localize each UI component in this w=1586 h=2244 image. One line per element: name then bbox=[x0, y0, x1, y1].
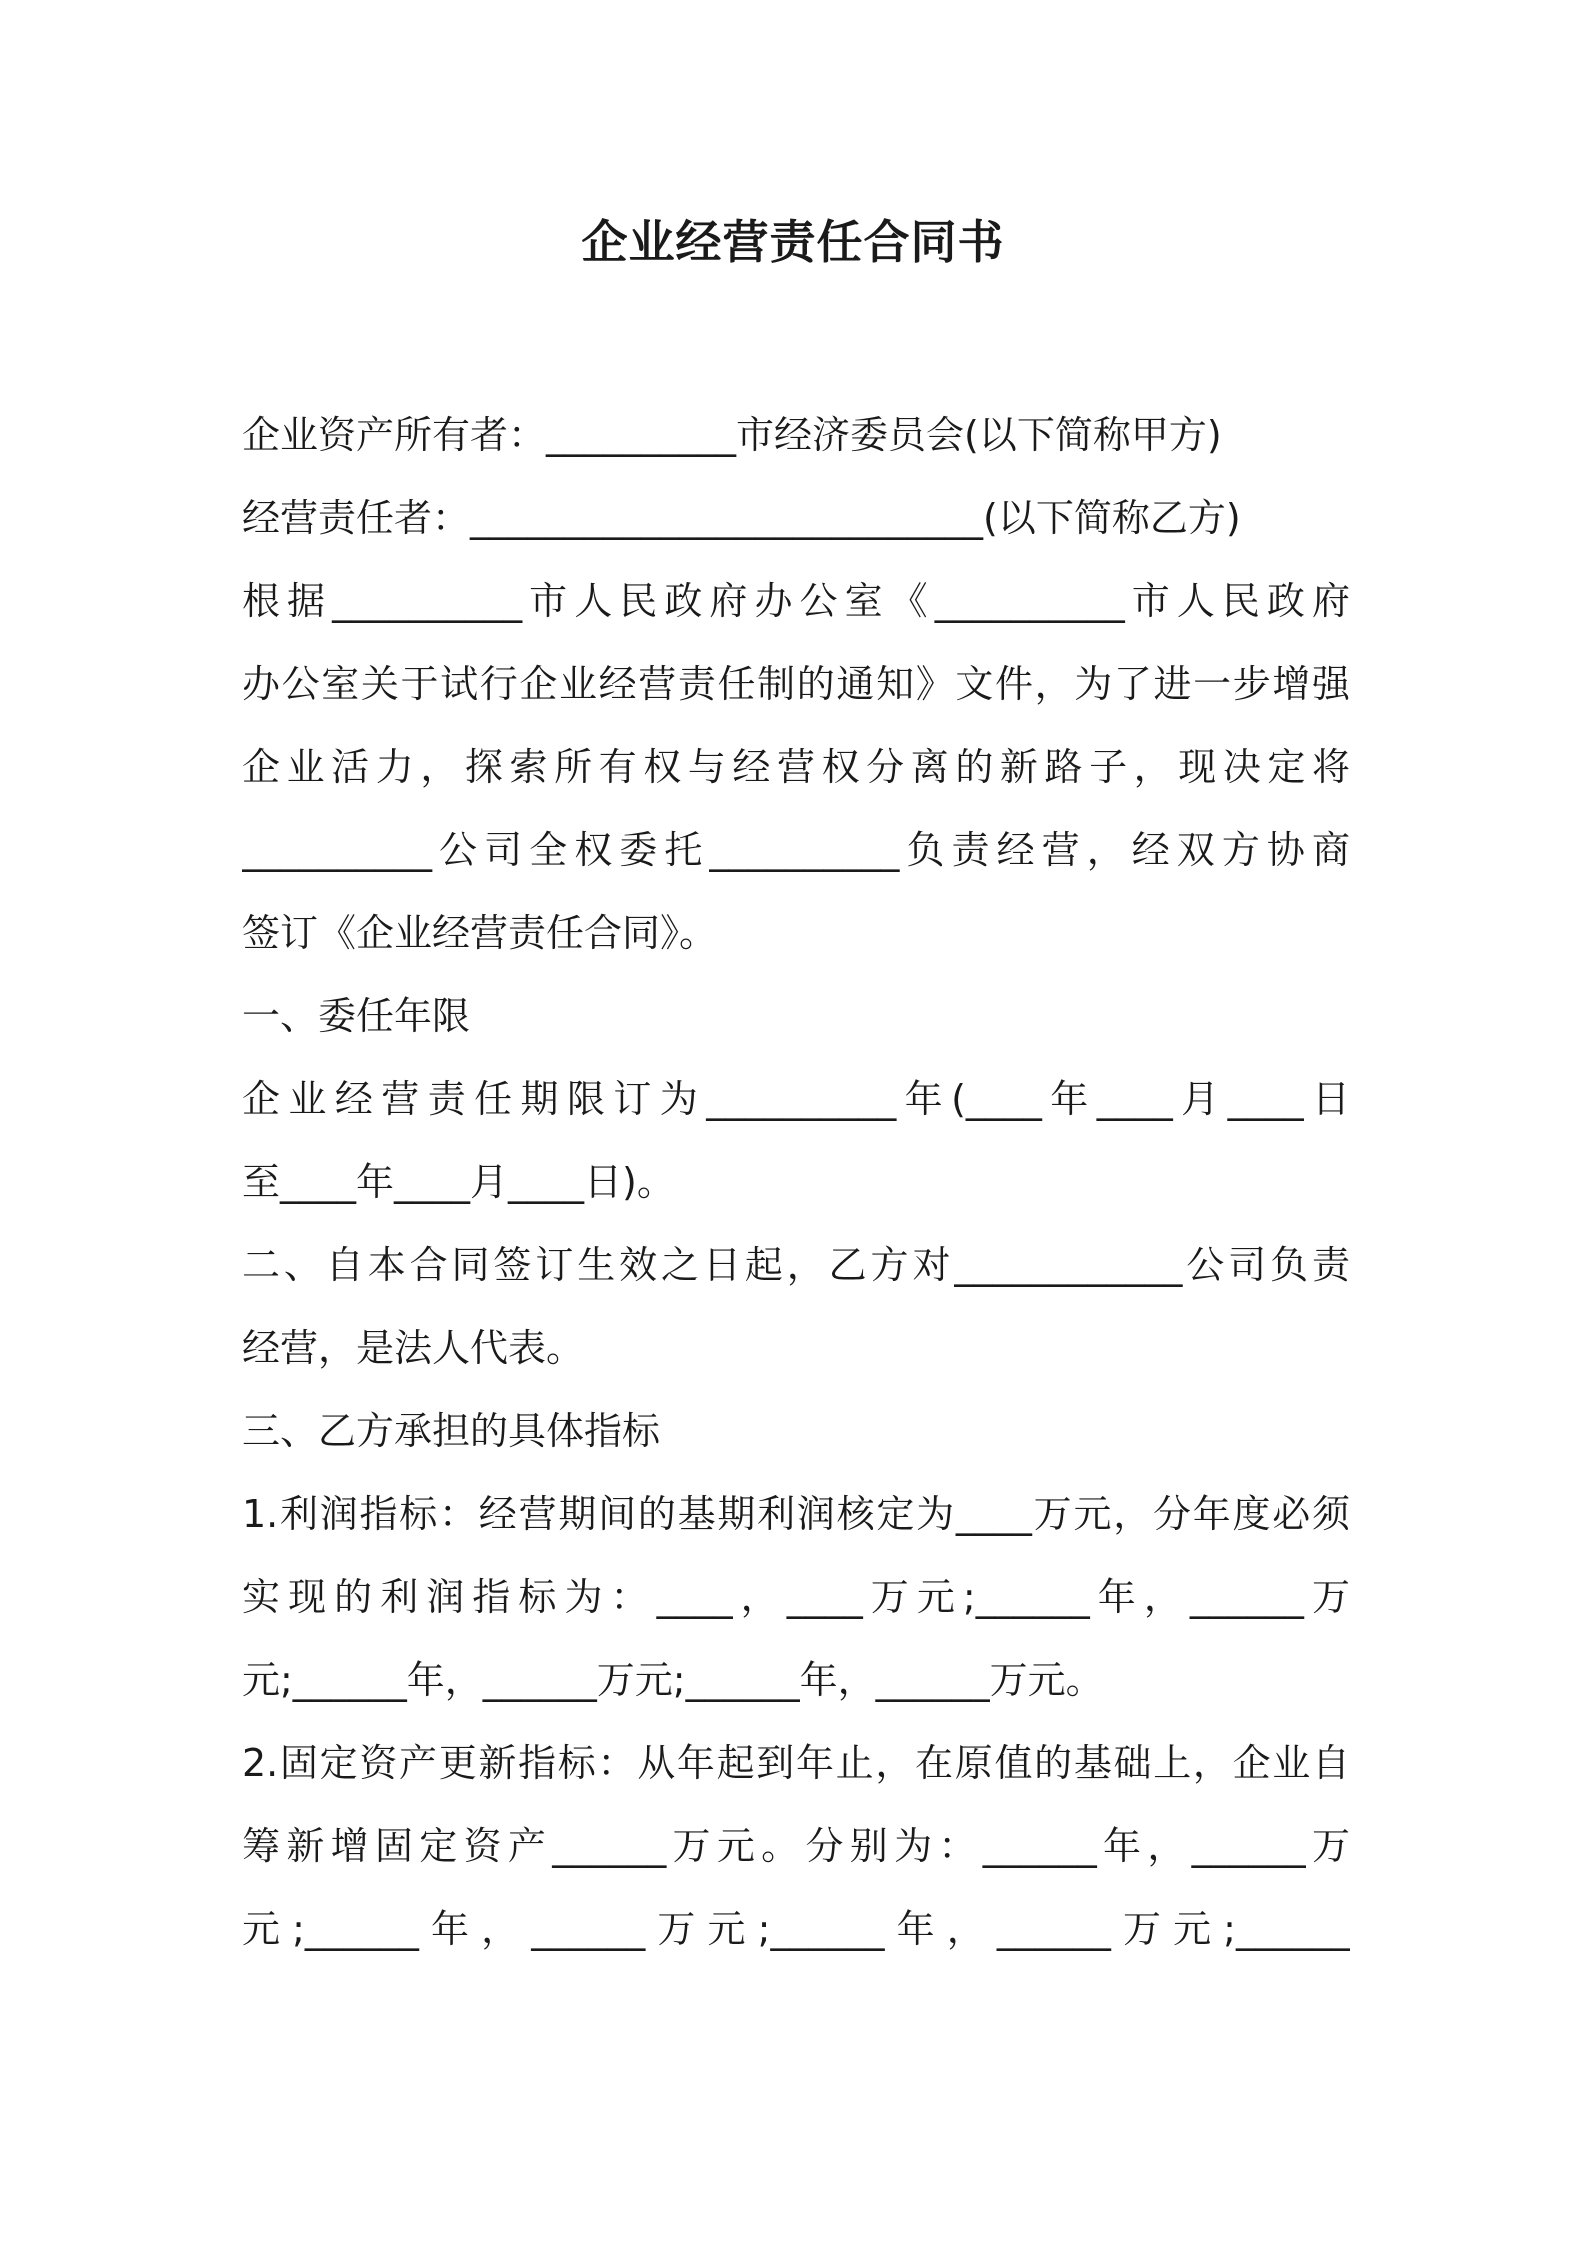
paragraph-line: 元;______年，______万元;______年，______万元;______ bbox=[242, 1907, 1350, 1951]
paragraph-line: 企业资产所有者：__________市经济委员会(以下简称甲方) bbox=[242, 413, 1222, 457]
paragraph-line: 实现的利润指标为：____，____万元;______年，______万 bbox=[242, 1575, 1350, 1619]
document-title: 企业经营责任合同书 bbox=[581, 215, 1005, 269]
paragraph-line: 筹新增固定资产______万元。分别为：______年，______万 bbox=[242, 1824, 1350, 1868]
paragraph-line: 1.利润指标：经营期间的基期利润核定为____万元，分年度必须 bbox=[242, 1492, 1350, 1536]
paragraph-line: 经营责任者：___________________________(以下简称乙方) bbox=[242, 496, 1241, 540]
paragraph-line: 经营，是法人代表。 bbox=[242, 1326, 585, 1370]
paragraph-line: __________公司全权委托__________负责经营，经双方协商 bbox=[242, 828, 1350, 872]
document-body bbox=[242, 405, 1350, 1982]
paragraph-line: 根据__________市人民政府办公室《__________市人民政府 bbox=[242, 579, 1350, 623]
paragraph-line: 元;______年，______万元;______年，______万元。 bbox=[242, 1658, 1104, 1702]
paragraph-line: 办公室关于试行企业经营责任制的通知》文件，为了进一步增强 bbox=[242, 662, 1350, 706]
paragraph-line: 2.固定资产更新指标：从年起到年止，在原值的基础上，企业自 bbox=[242, 1741, 1350, 1785]
section-heading: 一、委任年限 bbox=[242, 994, 471, 1038]
paragraph-line: 签订《企业经营责任合同》。 bbox=[242, 911, 718, 955]
paragraph-line: 企业经营责任期限订为__________年(____年____月____日 bbox=[242, 1077, 1350, 1121]
paragraph-line: 企业活力，探索所有权与经营权分离的新路子，现决定将 bbox=[242, 745, 1350, 789]
paragraph-line: 至____年____月____日)。 bbox=[242, 1160, 675, 1204]
section-heading: 三、乙方承担的具体指标 bbox=[242, 1409, 661, 1453]
paragraph-line: 二、自本合同签订生效之日起，乙方对____________公司负责 bbox=[242, 1243, 1350, 1287]
